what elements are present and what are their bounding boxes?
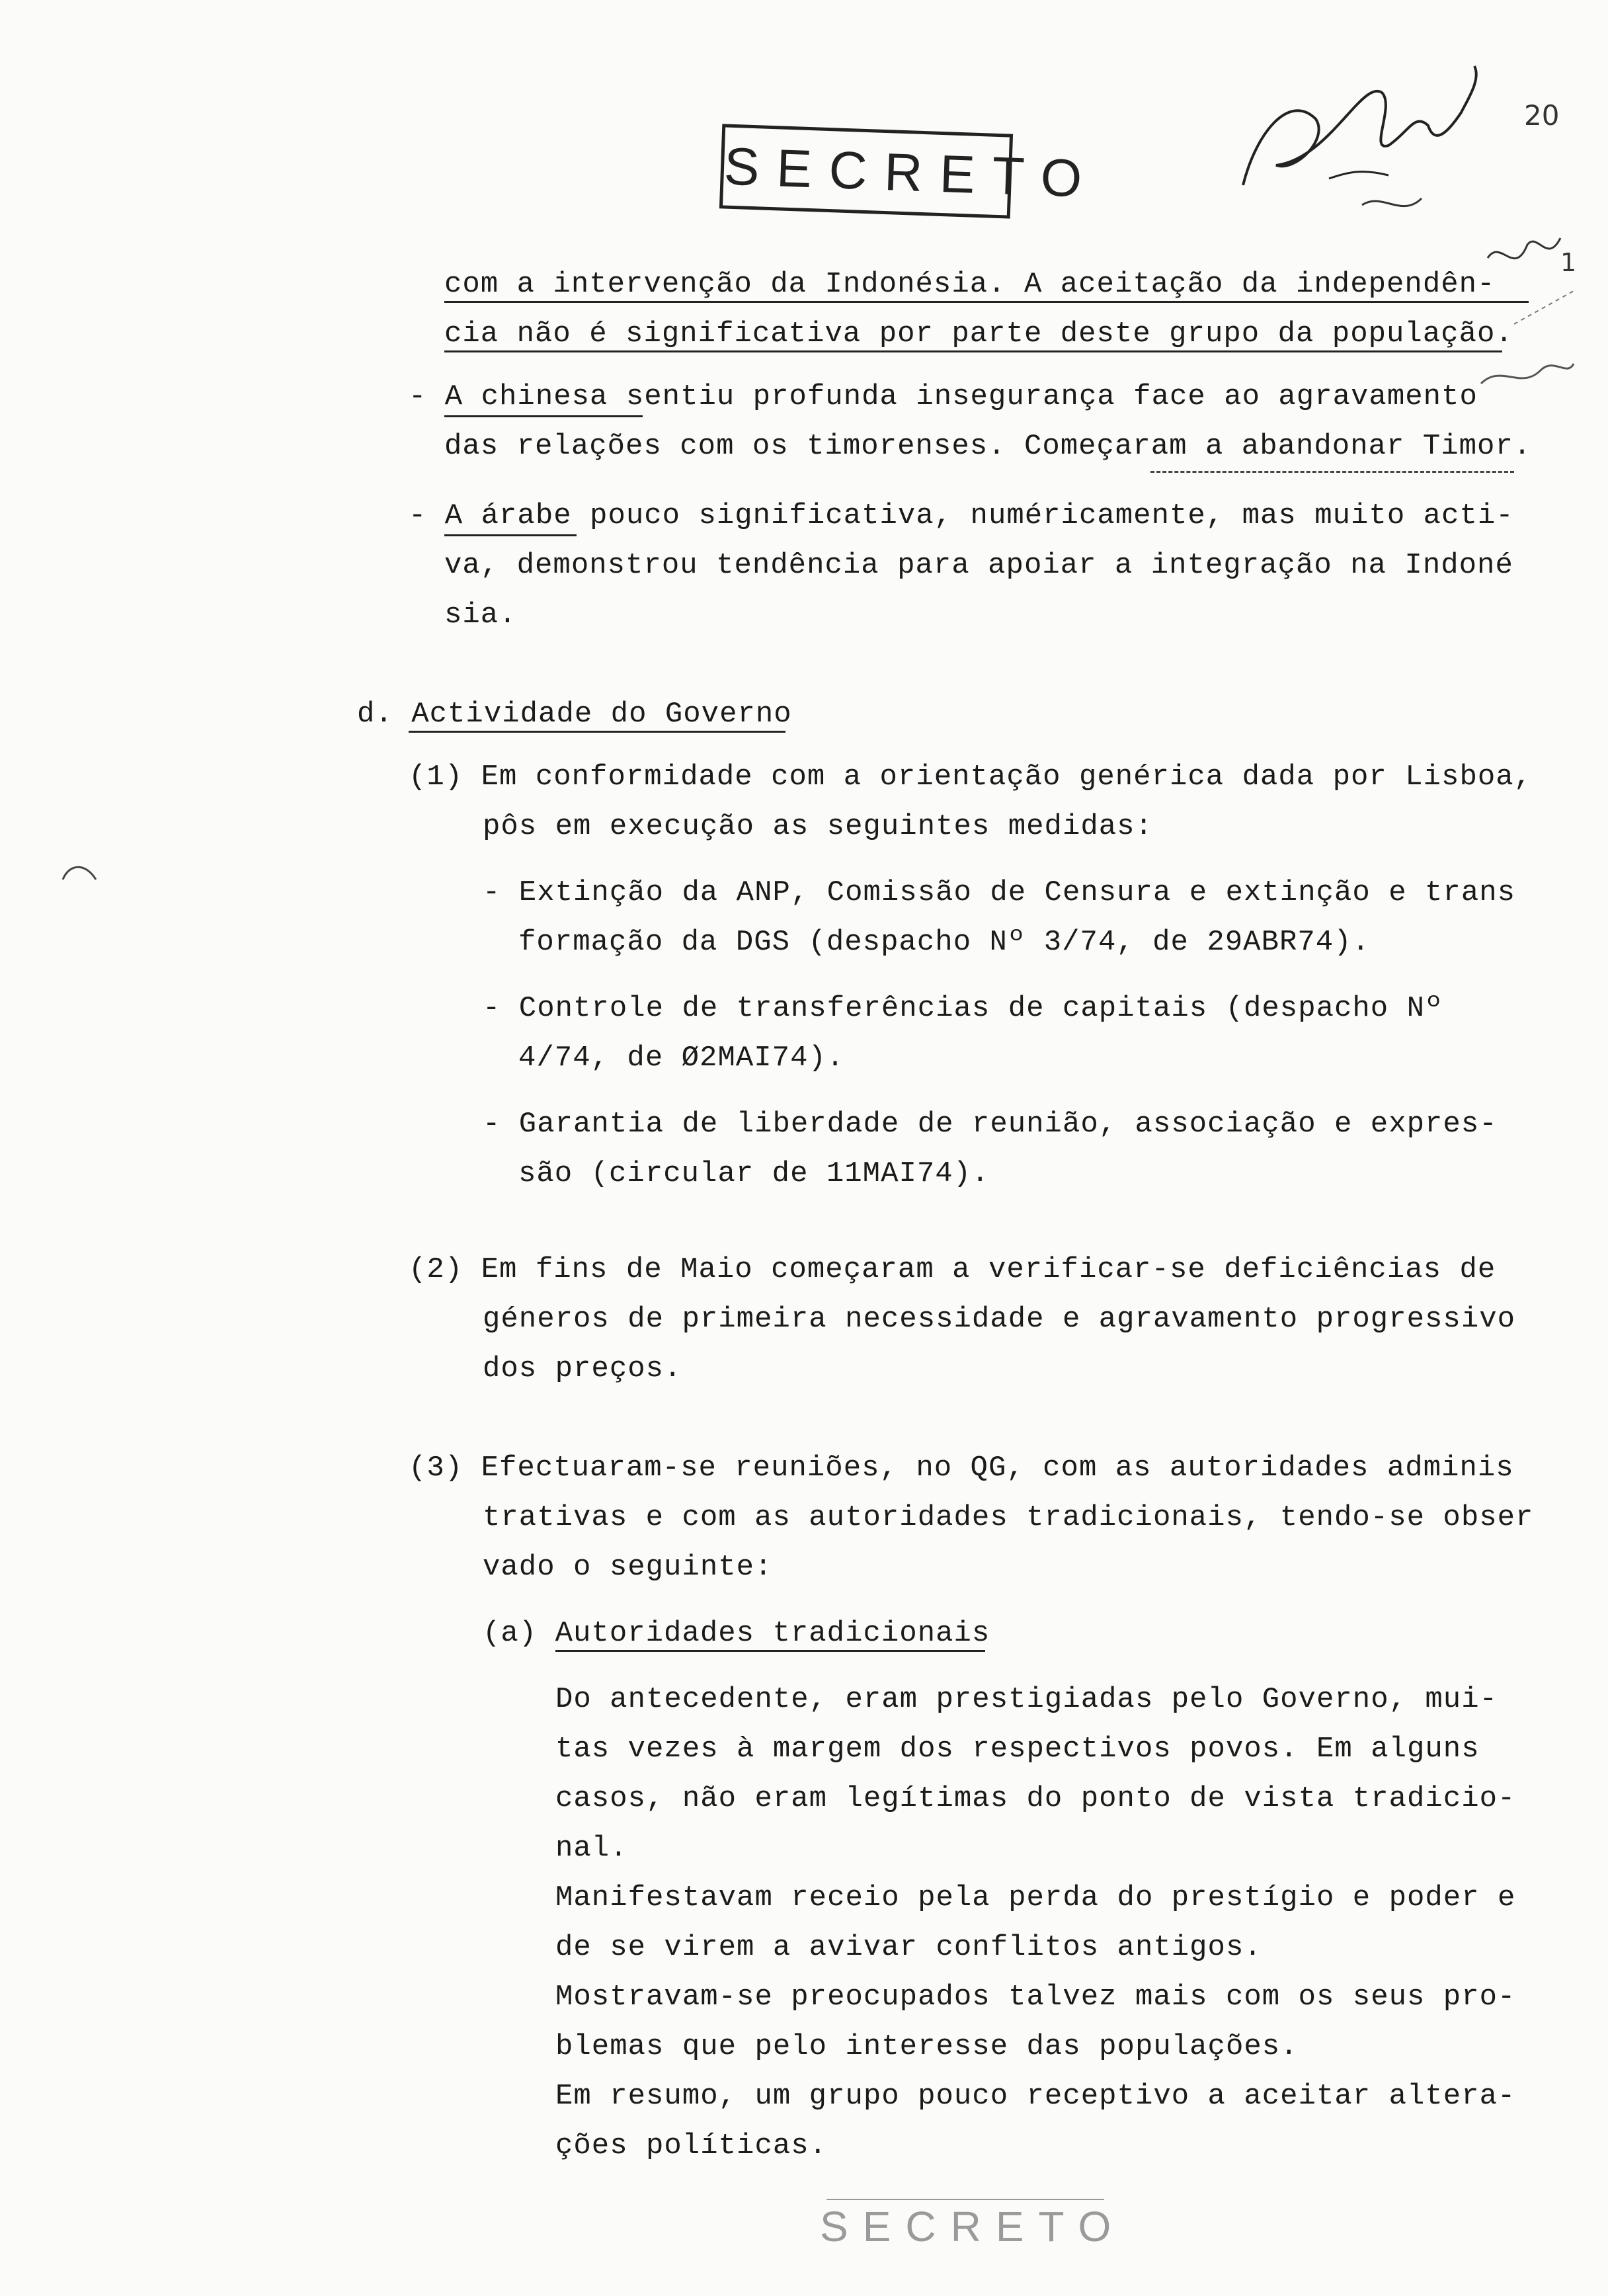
text-line-21: trativas e com as autoridades tradicionais, tendo-se obser [483,1501,1534,1534]
underline-3 [444,415,643,417]
text-line-18: géneros de primeira necessidade e agravamento progressivo [483,1303,1516,1336]
text-line-32: Em resumo, um grupo pouco receptivo a aceitar altera- [555,2080,1516,2113]
text-line-17: (2) Em fins de Maio começaram a verificar-se deficiências de [409,1253,1496,1286]
text-line-11: - Extinção da ANP, Comissão de Censura e extinção e trans [483,876,1516,909]
underline-1 [444,301,1529,303]
text-line-22: vado o seguinte: [483,1551,773,1584]
text-line-6: va, demonstrou tendência para apoiar a integração na Indoné [444,549,1513,582]
text-line-29: de se virem a avivar conflitos antigos. [555,1931,1262,1964]
page-number: 20 [1524,99,1560,132]
text-line-31: blemas que pelo interesse das populações. [555,2030,1299,2063]
text-line-1: com a intervenção da Indonésia. A aceitação da independên- [444,268,1496,301]
underline-5 [444,534,577,536]
bottom-stamp-line [826,2199,1104,2200]
underline-4 [1150,471,1514,473]
text-line-3: - A chinesa sentiu profunda insegurança face ao agravamento [409,380,1478,413]
handwritten-signature [1230,53,1508,225]
text-line-19: dos preços. [483,1352,682,1385]
section-heading-d: d. Actividade do Governo [357,698,792,731]
text-line-30: Mostravam-se preocupados talvez mais com os seus pro- [555,1981,1516,2014]
text-line-2: cia não é significativa por parte deste grupo da população. [444,317,1513,350]
underline-2 [444,350,1502,352]
subsection-heading-a: (a) Autoridades tradicionais [483,1617,990,1650]
scan-artifact [60,860,99,886]
text-line-33: ções políticas. [555,2129,828,2162]
text-line-27: nal. [555,1832,628,1865]
text-line-14: 4/74, de Ø2MAI74). [518,1042,845,1075]
text-line-26: casos, não eram legítimas do ponto de vista tradicio- [555,1782,1516,1815]
text-line-15: - Garantia de liberdade de reunião, associação e expres- [483,1108,1498,1141]
text-line-4: das relações com os timorenses. Começaram a abandonar Timor. [444,430,1532,463]
text-line-12: formação da DGS (despacho Nº 3/74, de 29ABR74). [518,926,1371,959]
text-line-13: - Controle de transferências de capitais (despacho Nº [483,992,1443,1025]
underline-heading-d [409,731,785,733]
text-line-25: tas vezes à margem dos respectivos povos. Em alguns [555,1733,1480,1766]
secret-stamp-bottom: SECRETO [820,2203,1126,2250]
text-line-7: sia. [444,598,517,632]
text-line-16: são (circular de 11MAI74). [518,1157,990,1190]
text-line-20: (3) Efectuaram-se reuniões, no QG, com as autoridades adminis [409,1452,1514,1485]
secret-stamp-top: SECRETO [719,124,1013,218]
text-line-24: Do antecedente, eram prestigiadas pelo Governo, mui- [555,1683,1498,1716]
text-line-5: - A árabe pouco significativa, numéricamente, mas muito acti- [409,499,1514,532]
text-line-9: (1) Em conformidade com a orientação genérica dada por Lisboa, [409,760,1533,794]
text-line-28: Manifestavam receio pela perda do prestígio e poder e [555,1881,1516,1914]
margin-note: 1 [1560,248,1577,277]
text-line-10: pôs em execução as seguintes medidas: [483,810,1153,843]
underline-heading-a [555,1650,985,1652]
